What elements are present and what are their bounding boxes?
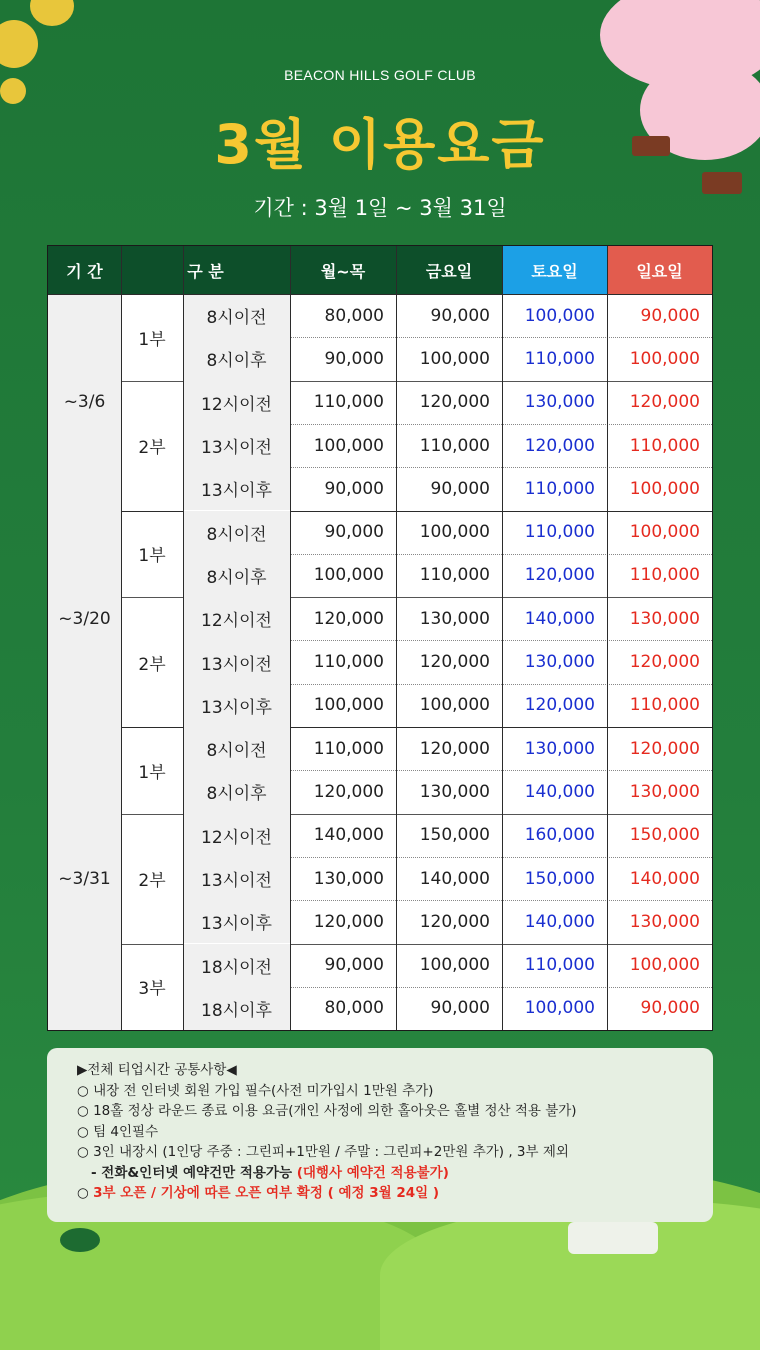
period-cell: ~3/20 bbox=[48, 511, 121, 728]
price-friday: 110,000 bbox=[419, 435, 490, 456]
price-saturday: 130,000 bbox=[524, 392, 595, 413]
time-cell: 13시이전 bbox=[183, 424, 290, 467]
price-saturday: 140,000 bbox=[524, 608, 595, 629]
part-cell: 1부 bbox=[138, 762, 166, 783]
price-sunday: 130,000 bbox=[629, 781, 700, 802]
time-cell: 13시이후 bbox=[183, 684, 290, 727]
time-cell: 12시이전 bbox=[183, 381, 290, 424]
price-friday: 90,000 bbox=[430, 998, 490, 1019]
price-weekday: 130,000 bbox=[313, 868, 384, 889]
golf-cart-icon bbox=[568, 1222, 658, 1254]
price-weekday: 80,000 bbox=[324, 998, 384, 1019]
notes-line: ○ 팀 4인필수 bbox=[77, 1123, 159, 1140]
header-divider bbox=[48, 294, 712, 295]
time-cell: 8시이후 bbox=[183, 554, 290, 597]
price-sunday: 110,000 bbox=[629, 695, 700, 716]
price-sunday: 130,000 bbox=[629, 608, 700, 629]
notes-line bbox=[77, 1183, 713, 1204]
time-cell: 8시이후 bbox=[183, 770, 290, 813]
price-friday: 120,000 bbox=[419, 392, 490, 413]
notes-bullet: ○ bbox=[77, 1185, 94, 1201]
page-title: 3월 이용요금 bbox=[214, 113, 546, 176]
notes-line: ○ 3인 내장시 (1인당 주중 : 그린피+1만원 / 주말 : 그린피+2만원 추가) , 3부 제외 bbox=[77, 1144, 569, 1160]
price-friday: 120,000 bbox=[419, 738, 490, 759]
price-saturday: 100,000 bbox=[524, 305, 595, 326]
notes-warning: 3부 오픈 / 기상에 따른 오픈 여부 확정 ( 예정 3월 24일 ) bbox=[93, 1185, 440, 1201]
price-weekday: 140,000 bbox=[313, 825, 384, 846]
price-saturday: 120,000 bbox=[524, 565, 595, 586]
clover-icon bbox=[60, 1228, 100, 1252]
header-cell: 토요일 bbox=[502, 246, 607, 294]
notes-warning: (대행사 예약건 적용불가) bbox=[296, 1164, 449, 1181]
price-saturday: 110,000 bbox=[524, 478, 595, 499]
price-sunday: 90,000 bbox=[640, 305, 700, 326]
price-sunday: 100,000 bbox=[629, 955, 700, 976]
notes-line: ○ 내장 전 인터넷 회원 가입 필수(사전 미가입시 1만원 추가) bbox=[77, 1082, 434, 1099]
time-cell: 18시이후 bbox=[183, 987, 290, 1030]
price-weekday: 100,000 bbox=[313, 565, 384, 586]
part-cell: 2부 bbox=[138, 654, 166, 675]
price-weekday: 100,000 bbox=[313, 435, 384, 456]
time-cell: 12시이전 bbox=[183, 814, 290, 857]
header-cell: 월~목 bbox=[290, 246, 396, 294]
column-divider bbox=[396, 246, 397, 1030]
club-name: BEACON HILLS GOLF CLUB bbox=[284, 67, 476, 83]
price-sunday: 150,000 bbox=[629, 825, 700, 846]
time-cell: 13시이후 bbox=[183, 467, 290, 510]
price-sunday: 140,000 bbox=[629, 868, 700, 889]
price-saturday: 120,000 bbox=[524, 695, 595, 716]
time-cell: 13시이후 bbox=[183, 900, 290, 943]
column-divider bbox=[183, 246, 184, 1030]
price-friday: 150,000 bbox=[419, 825, 490, 846]
price-friday: 100,000 bbox=[419, 348, 490, 369]
price-saturday: 160,000 bbox=[524, 825, 595, 846]
price-friday: 100,000 bbox=[419, 522, 490, 543]
price-weekday: 80,000 bbox=[324, 305, 384, 326]
price-friday: 120,000 bbox=[419, 652, 490, 673]
notes-line: ○ 18홀 정상 라운드 종료 이용 요금(개인 사정에 의한 홀아웃은 홀별 정산 적용 불가) bbox=[77, 1103, 577, 1119]
price-table bbox=[47, 245, 713, 1031]
price-sunday: 100,000 bbox=[629, 478, 700, 499]
price-weekday: 110,000 bbox=[313, 392, 384, 413]
notes-heading: ▶전체 티업시간 공통사항◀ bbox=[77, 1062, 237, 1078]
price-friday: 100,000 bbox=[419, 955, 490, 976]
part-cell: 1부 bbox=[138, 546, 166, 567]
price-weekday: 100,000 bbox=[313, 695, 384, 716]
header-cell: 일요일 bbox=[607, 246, 712, 294]
period-cell: ~3/31 bbox=[48, 727, 121, 1030]
time-cell: 12시이전 bbox=[183, 597, 290, 640]
time-cell: 8시이전 bbox=[183, 511, 290, 554]
price-weekday: 120,000 bbox=[313, 608, 384, 629]
column-divider bbox=[502, 246, 503, 1030]
price-weekday: 90,000 bbox=[324, 478, 384, 499]
price-sunday: 90,000 bbox=[640, 998, 700, 1019]
price-saturday: 110,000 bbox=[524, 522, 595, 543]
price-weekday: 110,000 bbox=[313, 652, 384, 673]
price-sunday: 120,000 bbox=[629, 652, 700, 673]
price-friday: 120,000 bbox=[419, 911, 490, 932]
header-cell: 기 간 bbox=[48, 246, 121, 294]
notes-text: - 전화&인터넷 예약건만 적용가능 bbox=[91, 1164, 297, 1181]
part-cell: 3부 bbox=[138, 979, 166, 1000]
price-saturday: 110,000 bbox=[524, 955, 595, 976]
price-friday: 130,000 bbox=[419, 608, 490, 629]
price-saturday: 120,000 bbox=[524, 435, 595, 456]
part-cell: 2부 bbox=[138, 871, 166, 892]
time-cell: 13시이전 bbox=[183, 857, 290, 900]
price-sunday: 120,000 bbox=[629, 392, 700, 413]
price-weekday: 120,000 bbox=[313, 911, 384, 932]
column-divider bbox=[121, 246, 122, 1030]
time-cell: 8시이전 bbox=[183, 727, 290, 770]
price-weekday: 90,000 bbox=[324, 522, 384, 543]
price-saturday: 130,000 bbox=[524, 738, 595, 759]
price-friday: 140,000 bbox=[419, 868, 490, 889]
price-sunday: 100,000 bbox=[629, 522, 700, 543]
price-friday: 90,000 bbox=[430, 478, 490, 499]
period-cell: ~3/6 bbox=[48, 294, 121, 511]
column-divider bbox=[607, 246, 608, 1030]
price-saturday: 140,000 bbox=[524, 911, 595, 932]
time-cell: 18시이전 bbox=[183, 944, 290, 987]
price-sunday: 110,000 bbox=[629, 565, 700, 586]
notes-box bbox=[47, 1048, 713, 1222]
price-weekday: 120,000 bbox=[313, 781, 384, 802]
price-sunday: 100,000 bbox=[629, 348, 700, 369]
header-cell: 구 분 bbox=[121, 246, 290, 294]
price-saturday: 110,000 bbox=[524, 348, 595, 369]
price-saturday: 130,000 bbox=[524, 652, 595, 673]
notes-line bbox=[77, 1163, 713, 1184]
price-weekday: 110,000 bbox=[313, 738, 384, 759]
time-cell: 8시이후 bbox=[183, 337, 290, 380]
price-friday: 110,000 bbox=[419, 565, 490, 586]
price-saturday: 150,000 bbox=[524, 868, 595, 889]
price-friday: 100,000 bbox=[419, 695, 490, 716]
column-divider bbox=[290, 246, 291, 1030]
price-saturday: 100,000 bbox=[524, 998, 595, 1019]
price-saturday: 140,000 bbox=[524, 781, 595, 802]
time-cell: 13시이전 bbox=[183, 640, 290, 683]
price-sunday: 110,000 bbox=[629, 435, 700, 456]
header-cell: 금요일 bbox=[396, 246, 502, 294]
part-cell: 2부 bbox=[138, 438, 166, 459]
part-cell: 1부 bbox=[138, 329, 166, 350]
price-weekday: 90,000 bbox=[324, 348, 384, 369]
price-friday: 130,000 bbox=[419, 781, 490, 802]
price-friday: 90,000 bbox=[430, 305, 490, 326]
time-cell: 8시이전 bbox=[183, 294, 290, 337]
price-sunday: 120,000 bbox=[629, 738, 700, 759]
price-weekday: 90,000 bbox=[324, 955, 384, 976]
price-sunday: 130,000 bbox=[629, 911, 700, 932]
period-text: 기간 : 3월 1일 ~ 3월 31일 bbox=[253, 196, 507, 220]
